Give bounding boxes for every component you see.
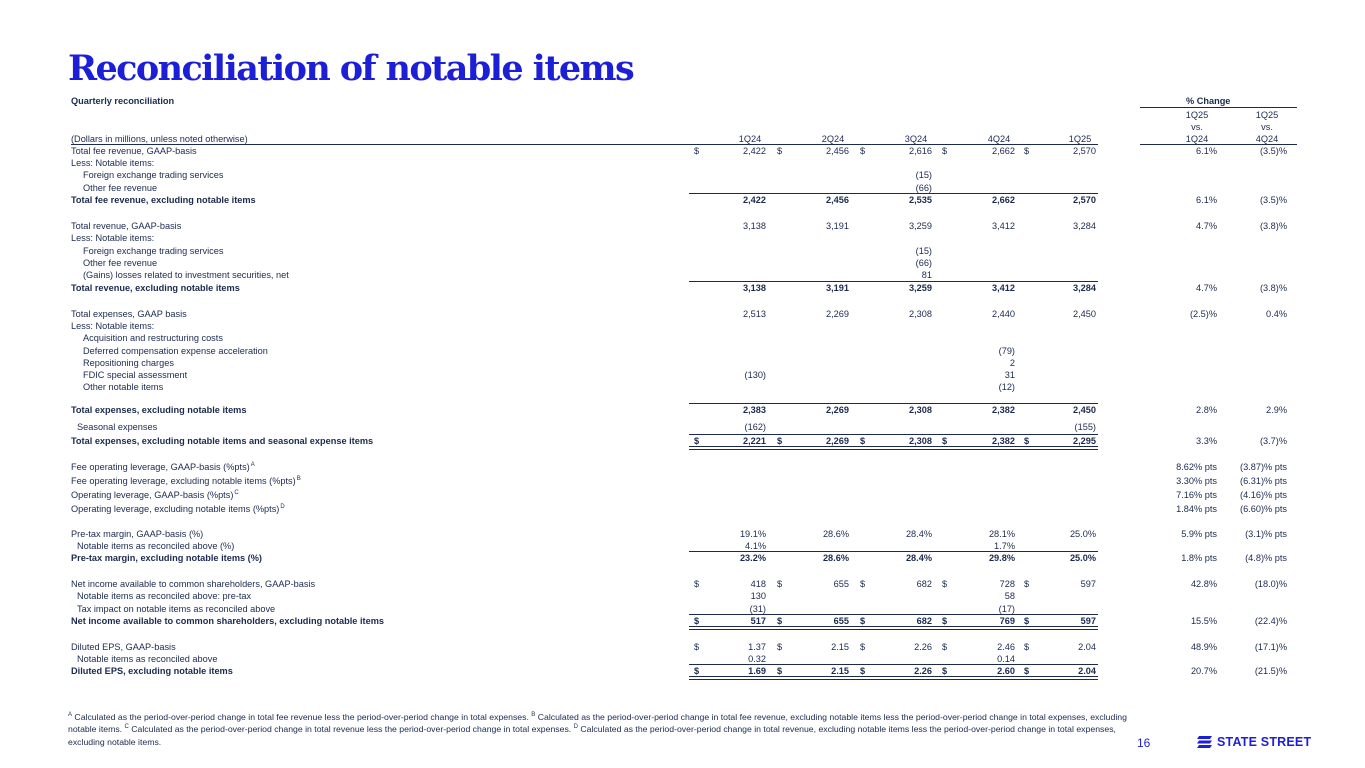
cell-value: 3,138 xyxy=(743,283,766,293)
currency-symbol: $ xyxy=(860,579,866,589)
row-label-text: Total fee revenue, excluding notable items xyxy=(71,195,256,205)
currency-symbol: $ xyxy=(860,146,866,156)
cell-value: 2,662 xyxy=(992,146,1015,156)
change-value: 5.9% pts xyxy=(1181,529,1217,539)
row-label xyxy=(83,245,223,257)
cell-value: 28.1% xyxy=(988,529,1015,539)
cell-value: 25.0% xyxy=(1069,529,1096,539)
double-rule xyxy=(689,626,1098,630)
currency-symbol: $ xyxy=(694,579,700,589)
cell-value: 2,269 xyxy=(826,405,849,415)
currency-symbol: $ xyxy=(777,146,783,156)
footnote-text: Calculated as the period-over-period change in total revenue, excluding notable items less the period-over-period change in total expenses, excluding notable items. xyxy=(68,724,1116,747)
change-value: (4.16)% pts xyxy=(1240,490,1287,500)
cell-value: 2,440 xyxy=(992,309,1015,319)
change-value: 48.9% xyxy=(1190,642,1217,652)
cell-value: 2.15 xyxy=(831,666,849,676)
cell-value: 3,259 xyxy=(909,221,932,231)
change-value: (3.7)% xyxy=(1259,436,1287,446)
row-label-text: Notable items as reconciled above: pre-tax xyxy=(77,591,252,601)
cell-value: 1.7% xyxy=(994,541,1015,551)
cell-value: 769 xyxy=(999,616,1015,626)
currency-symbol: $ xyxy=(694,616,700,626)
row-label xyxy=(71,308,187,320)
row-label-text: Seasonal expenses xyxy=(77,422,158,432)
currency-symbol: $ xyxy=(942,666,948,676)
cell-value: 2,221 xyxy=(743,436,766,446)
currency-symbol: $ xyxy=(942,436,948,446)
currency-symbol: $ xyxy=(777,666,783,676)
change-value: 4.7% xyxy=(1196,283,1217,293)
row-label xyxy=(71,528,203,540)
row-label xyxy=(71,489,239,501)
currency-symbol: $ xyxy=(942,146,948,156)
cell-value: 2,382 xyxy=(992,405,1015,415)
footnote-ref: D xyxy=(280,504,285,510)
total-rule xyxy=(689,614,1098,615)
cell-value: 3,259 xyxy=(909,283,932,293)
cell-value: 2.04 xyxy=(1078,642,1096,652)
total-rule xyxy=(689,403,1098,404)
change-value: 7.16% pts xyxy=(1176,490,1217,500)
cell-value: 0.14 xyxy=(997,654,1015,664)
currency-symbol: $ xyxy=(777,579,783,589)
cell-value: 3,138 xyxy=(743,221,766,231)
currency-symbol: $ xyxy=(694,642,700,652)
change-column-header: vs. xyxy=(1261,122,1273,132)
cell-value: 2,570 xyxy=(1073,146,1096,156)
currency-symbol: $ xyxy=(860,642,866,652)
total-rule xyxy=(689,551,1098,552)
cell-value: (130) xyxy=(744,370,766,380)
cell-value: (12) xyxy=(998,382,1015,392)
row-label xyxy=(71,404,246,416)
column-header: 3Q24 xyxy=(904,134,928,144)
brand-logo xyxy=(1196,735,1311,749)
row-label xyxy=(71,157,154,169)
cell-value: 2,570 xyxy=(1073,195,1096,205)
cell-value: 1.69 xyxy=(748,666,766,676)
cell-value: 2 xyxy=(1009,358,1015,368)
change-value: (4.8)% pts xyxy=(1245,553,1287,563)
cell-value: (15) xyxy=(915,170,932,180)
cell-value: 3,412 xyxy=(992,283,1015,293)
row-label xyxy=(71,641,176,653)
currency-symbol: $ xyxy=(777,642,783,652)
row-label xyxy=(77,540,234,552)
cell-value: 28.4% xyxy=(905,529,932,539)
currency-symbol: $ xyxy=(1024,579,1030,589)
change-value: (3.1)% pts xyxy=(1245,529,1287,539)
column-header: 1Q24 xyxy=(738,134,762,144)
row-label xyxy=(83,345,268,357)
row-label-text: Total revenue, GAAP-basis xyxy=(71,221,182,231)
cell-value: 2,383 xyxy=(743,405,766,415)
cell-value: (17) xyxy=(998,604,1015,614)
cell-value: 1.37 xyxy=(748,642,766,652)
cell-value: 2.46 xyxy=(997,642,1015,652)
row-label-text: Foreign exchange trading services xyxy=(83,170,224,180)
row-label-text: Repositioning charges xyxy=(83,358,174,368)
cell-value: 0.32 xyxy=(748,654,766,664)
row-label-text: Total expenses, GAAP basis xyxy=(71,309,187,319)
row-label-text: Operating leverage, GAAP-basis (%pts) xyxy=(71,490,234,500)
footnote-ref: B xyxy=(296,476,301,482)
units-label: (Dollars in millions, unless noted otherwise) xyxy=(71,134,248,144)
footnote-text: Calculated as the period-over-period change in total fee revenue less the period-over-period change in total expenses. xyxy=(72,712,532,722)
cell-value: 4.1% xyxy=(745,541,766,551)
row-label-text: Total expenses, excluding notable items xyxy=(71,405,247,415)
total-rule xyxy=(689,434,1098,435)
row-label xyxy=(83,182,157,194)
row-label-text: Notable items as reconciled above xyxy=(77,654,218,664)
cell-value: (66) xyxy=(915,183,932,193)
column-header: 4Q24 xyxy=(987,134,1011,144)
cell-value: 130 xyxy=(750,591,766,601)
row-label-text: Diluted EPS, GAAP-basis xyxy=(71,642,176,652)
row-label xyxy=(83,257,157,269)
currency-symbol: $ xyxy=(777,616,783,626)
change-value: 8.62% pts xyxy=(1176,462,1217,472)
change-value: (3.8)% xyxy=(1259,283,1287,293)
row-label-text: Deferred compensation expense acceleration xyxy=(83,346,268,356)
currency-symbol: $ xyxy=(777,436,783,446)
cell-value: 2,456 xyxy=(826,146,849,156)
cell-value: 2.04 xyxy=(1078,666,1096,676)
cell-value: 2,450 xyxy=(1073,309,1096,319)
row-label xyxy=(71,282,240,294)
pct-change-header: % Change xyxy=(1186,96,1231,106)
row-label xyxy=(83,169,223,181)
cell-value: 2,535 xyxy=(909,195,932,205)
cell-value: 3,284 xyxy=(1073,221,1096,231)
cell-value: (66) xyxy=(915,258,932,268)
double-rule xyxy=(689,676,1098,680)
row-label xyxy=(83,369,187,381)
cell-value: 418 xyxy=(750,579,766,589)
cell-value: 597 xyxy=(1080,616,1096,626)
change-value: (17.1)% xyxy=(1254,642,1287,652)
row-label xyxy=(71,552,262,564)
cell-value: 31 xyxy=(1004,370,1015,380)
row-label xyxy=(77,421,157,433)
cell-value: 2,308 xyxy=(909,405,932,415)
pct-change-rule xyxy=(1140,107,1297,108)
state-street-logo-icon xyxy=(1196,735,1213,749)
row-label xyxy=(71,665,233,677)
cell-value: 23.2% xyxy=(739,553,766,563)
cell-value: (15) xyxy=(915,246,932,256)
cell-value: 597 xyxy=(1080,579,1096,589)
footnote-mark: A xyxy=(68,712,73,718)
change-value: 3.30% pts xyxy=(1176,476,1217,486)
row-label-text: Foreign exchange trading services xyxy=(83,246,224,256)
currency-symbol: $ xyxy=(694,436,700,446)
row-label xyxy=(71,220,181,232)
currency-symbol: $ xyxy=(1024,666,1030,676)
cell-value: 28.6% xyxy=(822,529,849,539)
change-value: (3.5)% xyxy=(1259,146,1287,156)
page-number: 16 xyxy=(1137,736,1151,750)
footnote-mark: C xyxy=(124,724,129,731)
row-label xyxy=(71,232,154,244)
cell-value: 2,308 xyxy=(909,309,932,319)
cell-value: 728 xyxy=(999,579,1015,589)
cell-value: 81 xyxy=(921,270,932,280)
change-value: (22.4)% xyxy=(1254,616,1287,626)
footnote-ref: A xyxy=(250,462,255,468)
row-label-text: Notable items as reconciled above (%) xyxy=(77,541,235,551)
row-label xyxy=(71,461,255,473)
change-value: 4.7% xyxy=(1196,221,1217,231)
currency-symbol: $ xyxy=(694,666,700,676)
change-column-header: vs. xyxy=(1191,122,1203,132)
cell-value: (31) xyxy=(749,604,766,614)
row-label xyxy=(83,357,174,369)
logo-text: STATE STREET xyxy=(1217,735,1312,749)
column-header: 2Q24 xyxy=(821,134,845,144)
currency-symbol: $ xyxy=(942,579,948,589)
row-label-text: FDIC special assessment xyxy=(83,370,188,380)
change-value: (3.87)% pts xyxy=(1240,462,1287,472)
column-header: 1Q25 xyxy=(1068,134,1092,144)
cell-value: 2,308 xyxy=(909,436,932,446)
row-label-text: Operating leverage, excluding notable items (%pts) xyxy=(71,504,280,514)
change-column-header: 1Q25 xyxy=(1185,110,1209,120)
row-label xyxy=(83,269,289,281)
cell-value: 3,412 xyxy=(992,221,1015,231)
row-label xyxy=(71,578,315,590)
row-label xyxy=(77,653,217,665)
change-column-header: 1Q24 xyxy=(1185,134,1209,144)
change-value: (6.31)% pts xyxy=(1240,476,1287,486)
cell-value: 28.4% xyxy=(905,553,932,563)
cell-value: 2,456 xyxy=(826,195,849,205)
cell-value: 2,382 xyxy=(992,436,1015,446)
row-label-text: Other fee revenue xyxy=(83,183,158,193)
cell-value: (79) xyxy=(998,346,1015,356)
cell-value: 2,422 xyxy=(743,146,766,156)
cell-value: 58 xyxy=(1004,591,1015,601)
cell-value: 2,513 xyxy=(743,309,766,319)
row-label xyxy=(71,194,256,206)
footnote-mark: D xyxy=(573,724,578,731)
change-value: 0.4% xyxy=(1266,309,1287,319)
change-value: (18.0)% xyxy=(1254,579,1287,589)
currency-symbol: $ xyxy=(1024,642,1030,652)
cell-value: 3,284 xyxy=(1073,283,1096,293)
row-label xyxy=(71,320,154,332)
row-label xyxy=(83,332,223,344)
row-label xyxy=(83,381,163,393)
cell-value: 2,450 xyxy=(1073,405,1096,415)
double-rule xyxy=(689,446,1098,450)
row-label xyxy=(71,475,301,487)
row-label-text: Tax impact on notable items as reconciled above xyxy=(77,604,276,614)
cell-value: 2,269 xyxy=(826,436,849,446)
cell-value: 2,616 xyxy=(909,146,932,156)
row-label-text: Pre-tax margin, GAAP-basis (%) xyxy=(71,529,204,539)
currency-symbol: $ xyxy=(694,146,700,156)
cell-value: 2.26 xyxy=(914,642,932,652)
cell-value: 2.15 xyxy=(831,642,849,652)
row-label-text: Net income available to common shareholders, excluding notable items xyxy=(71,616,384,626)
change-value: (6.60)% pts xyxy=(1240,504,1287,514)
row-label xyxy=(71,615,384,627)
row-label xyxy=(71,503,285,515)
row-label-text: Net income available to common shareholders, GAAP-basis xyxy=(71,579,316,589)
row-label-text: Less: Notable items: xyxy=(71,321,155,331)
currency-symbol: $ xyxy=(1024,146,1030,156)
cell-value: 655 xyxy=(833,616,849,626)
change-value: 2.9% xyxy=(1266,405,1287,415)
change-value: (2.5)% xyxy=(1189,309,1217,319)
cell-value: 655 xyxy=(833,579,849,589)
row-label-text: Total fee revenue, GAAP-basis xyxy=(71,146,197,156)
cell-value: 25.0% xyxy=(1069,553,1096,563)
page-title: Reconciliation of notable items xyxy=(68,48,634,89)
cell-value: 28.6% xyxy=(822,553,849,563)
row-label xyxy=(71,145,197,157)
cell-value: 2,269 xyxy=(826,309,849,319)
change-value: 6.1% xyxy=(1196,195,1217,205)
change-value: 1.8% pts xyxy=(1181,553,1217,563)
footnote-text: Calculated as the period-over-period change in total fee revenue, excluding notable items less the period-over-period change in total expenses, excluding notable items. xyxy=(68,712,1127,735)
cell-value: 2.60 xyxy=(997,666,1015,676)
row-label-text: Fee operating leverage, GAAP-basis (%pts) xyxy=(71,462,250,472)
section-label: Quarterly reconciliation xyxy=(71,96,175,106)
change-value: 15.5% xyxy=(1190,616,1217,626)
currency-symbol: $ xyxy=(1024,616,1030,626)
row-label-text: Diluted EPS, excluding notable items xyxy=(71,666,233,676)
currency-symbol: $ xyxy=(1024,436,1030,446)
cell-value: (155) xyxy=(1074,422,1096,432)
row-label-text: Less: Notable items: xyxy=(71,158,155,168)
cell-value: 19.1% xyxy=(739,529,766,539)
change-value: 20.7% xyxy=(1190,666,1217,676)
currency-symbol: $ xyxy=(942,616,948,626)
change-value: 2.8% xyxy=(1196,405,1217,415)
row-label xyxy=(77,590,251,602)
currency-symbol: $ xyxy=(860,616,866,626)
cell-value: 2,662 xyxy=(992,195,1015,205)
change-value: 6.1% xyxy=(1196,146,1217,156)
row-label-text: Other fee revenue xyxy=(83,258,158,268)
cell-value: 3,191 xyxy=(826,221,849,231)
row-label-text: Fee operating leverage, excluding notable items (%pts) xyxy=(71,476,296,486)
currency-symbol: $ xyxy=(860,666,866,676)
footnote-mark: B xyxy=(531,712,536,718)
footnote-text: Calculated as the period-over-period change in total revenue less the period-over-period change in total expenses. xyxy=(128,724,574,735)
cell-value: 682 xyxy=(916,579,932,589)
total-rule xyxy=(689,193,1098,194)
row-label xyxy=(77,603,275,615)
total-rule xyxy=(689,281,1098,282)
cell-value: 2,422 xyxy=(743,195,766,205)
cell-value: 3,191 xyxy=(826,283,849,293)
row-label-text: Other notable items xyxy=(83,382,164,392)
change-column-header: 4Q24 xyxy=(1255,134,1279,144)
cell-value: 517 xyxy=(750,616,766,626)
change-value: 1.84% pts xyxy=(1176,504,1217,514)
change-value: 3.3% xyxy=(1196,436,1217,446)
row-label-text: (Gains) losses related to investment securities, net xyxy=(83,270,289,280)
change-value: (21.5)% xyxy=(1254,666,1287,676)
row-label-text: Total revenue, excluding notable items xyxy=(71,283,240,293)
cell-value: 2.26 xyxy=(914,666,932,676)
row-label xyxy=(71,435,373,447)
row-label-text: Acquisition and restructuring costs xyxy=(83,333,223,343)
change-value: (3.8)% xyxy=(1259,221,1287,231)
currency-symbol: $ xyxy=(860,436,866,446)
row-label-text: Less: Notable items: xyxy=(71,233,155,243)
cell-value: 682 xyxy=(916,616,932,626)
row-label-text: Pre-tax margin, excluding notable items (%) xyxy=(71,553,262,563)
change-column-header: 1Q25 xyxy=(1255,110,1279,120)
total-rule xyxy=(689,664,1098,665)
cell-value: 2,295 xyxy=(1073,436,1096,446)
change-value: (3.5)% xyxy=(1259,195,1287,205)
cell-value: 29.8% xyxy=(988,553,1015,563)
currency-symbol: $ xyxy=(942,642,948,652)
cell-value: (162) xyxy=(744,422,766,432)
row-label-text: Total expenses, excluding notable items and seasonal expense items xyxy=(71,436,374,446)
change-value: 42.8% xyxy=(1190,579,1217,589)
footnotes xyxy=(68,711,1130,748)
footnote-ref: C xyxy=(234,490,239,496)
